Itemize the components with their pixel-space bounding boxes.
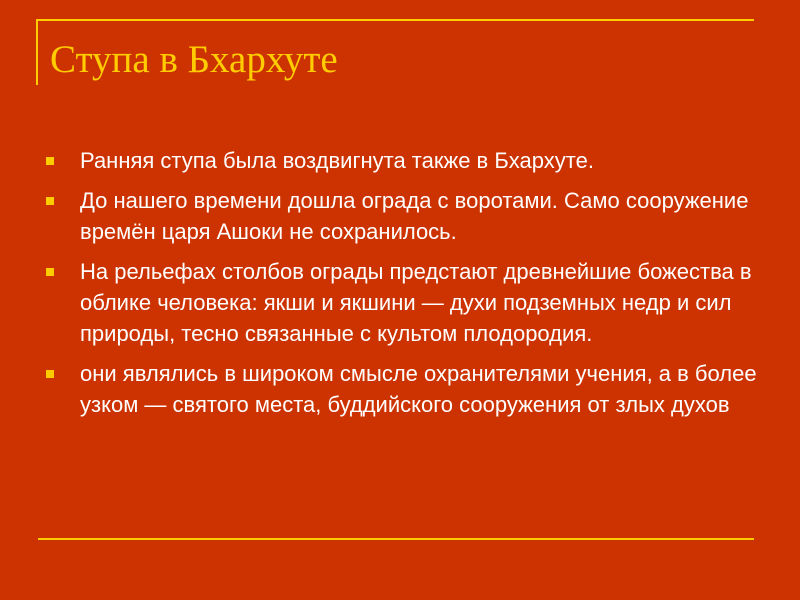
bullet-text: До нашего времени дошла ограда с воротами. Само сооружение времён царя Ашоки не сохранилось.	[80, 188, 749, 244]
square-bullet-icon	[46, 268, 54, 276]
bullet-text: они являлись в широком смысле охранителями учения, а в более узком — святого места, буддийского сооружения от злых духов	[80, 361, 757, 417]
frame-bottom-line	[38, 538, 754, 540]
square-bullet-icon	[46, 197, 54, 205]
frame-left-line	[36, 19, 38, 85]
bullet-item-2	[44, 185, 774, 247]
slide-title: Ступа в Бхархуте	[50, 38, 338, 81]
frame-top-line	[36, 19, 754, 21]
bullet-list	[44, 145, 774, 429]
bullet-item-1	[44, 145, 774, 176]
bullet-item-4	[44, 358, 774, 420]
bullet-text: Ранняя ступа была воздвигнута также в Бхархуте.	[80, 148, 594, 173]
bullet-item-3	[44, 256, 774, 349]
square-bullet-icon	[46, 157, 54, 165]
square-bullet-icon	[46, 370, 54, 378]
bullet-text: На рельефах столбов ограды предстают древнейшие божества в облике человека: якши и якшини — духи подземных недр и сил природы, тесно связанные с культом плодородия.	[80, 259, 752, 346]
